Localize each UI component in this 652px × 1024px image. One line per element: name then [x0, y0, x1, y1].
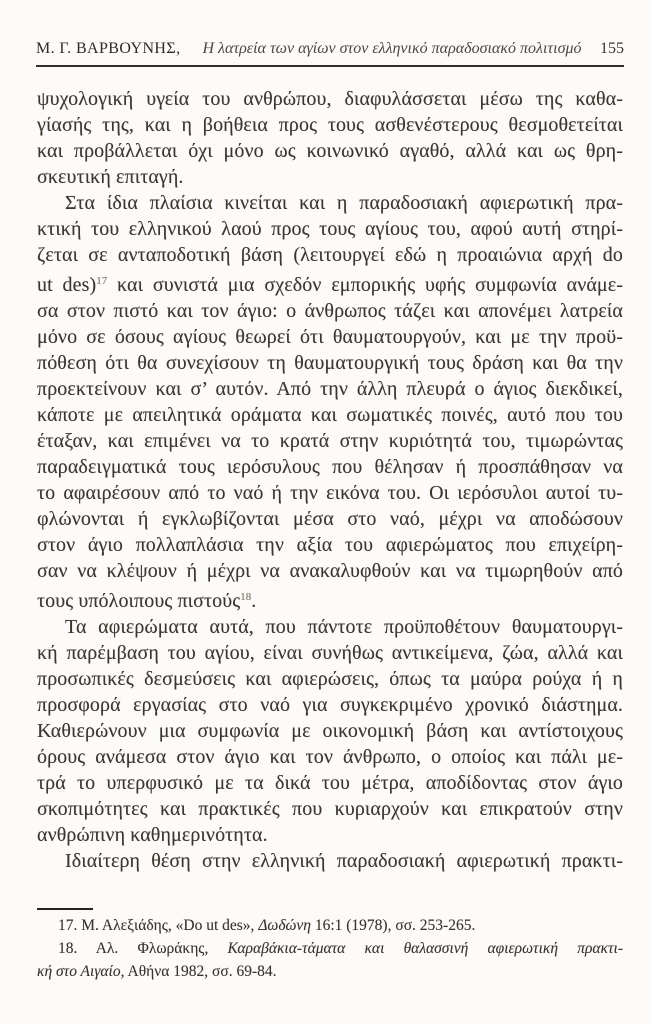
text-line: γίασής της, και η βοήθεια προς τους ασθενέστερους θεσμοθετείται	[37, 114, 623, 136]
body-paragraph	[37, 86, 623, 190]
running-header	[36, 40, 624, 67]
text-line: φλώνονται ή εγκλωβίζονται μέσα στο ναό, μέχρι να αποδώσουν	[37, 508, 623, 530]
text-line: έταξαν, και επιμένει να το κρατά στην κυριότητά του, τιμωρώντας	[37, 430, 623, 452]
text-segment: τους υπόλοιπους πιστούς	[37, 590, 241, 612]
footnote-line	[37, 937, 623, 960]
text-line	[37, 268, 623, 298]
text-line: προσωπικές δεσμεύσεις και αφιερώσεις, όπως τα μαύρα ρούχα ή η	[37, 668, 623, 690]
text-line: στον άγιο πολλαπλάσια την αξία του αφιερώματος που επιχείρη-	[37, 534, 623, 556]
text-segment: και συνιστά μια σχεδόν εμπορικής υφής συμφωνία ανάμε-	[107, 274, 623, 296]
text-line: κή παρέμβαση του αγίου, είναι συνήθως αντικείμενα, ζώα, αλλά και	[37, 642, 623, 664]
text-segment: 18. Αλ. Φλωράκης,	[58, 940, 228, 957]
header-book-title: Η λατρεία των αγίων στον ελληνικό παραδοσιακό πολιτισμό	[202, 40, 582, 57]
header-author: Μ. Γ. ΒΑΡΒΟΥΝΗΣ,	[36, 40, 181, 57]
text-segment: ut des)	[37, 274, 97, 296]
text-line: σα στον πιστό και τον άγιο: ο άνθρωπος τάζει και απονέμει λατρεία	[37, 300, 623, 322]
text-line: το αφαιρέσουν από το ναό ή την εικόνα του. Οι ιερόσυλοι αυτοί τυ-	[37, 482, 623, 504]
text-line: ζεται σε ανταποδοτική βάση (λειτουργεί εδώ η προαιώνια αρχή do	[37, 244, 623, 266]
journal-title: Δωδώνη	[258, 917, 311, 934]
footnote-17	[37, 914, 623, 937]
book-title: κή στο Αιγαίο	[37, 963, 121, 980]
text-segment: , Αθήνα 1982, σσ. 69-84.	[120, 963, 277, 980]
text-segment: .	[251, 590, 257, 612]
text-line: παραδειγματικά τους ιερόσυλους που θέλησαν ή προσπάθησαν να	[37, 456, 623, 478]
body-paragraph	[37, 848, 623, 874]
text-line: κάποτε με απειλητικά οράματα και σωματικές ποινές, αυτό που του	[37, 404, 623, 426]
text-segment: 17. Μ. Αλεξιάδης, «Do ut des»,	[58, 917, 259, 934]
text-line: και προβάλλεται όχι μόνο ως κοινωνικό αγαθό, αλλά και ως θρη-	[37, 140, 623, 162]
text-line: σαν να κλέψουν ή μέχρι να ανακαλυφθούν και να τιμωρηθούν από	[37, 560, 623, 582]
text-line: προεκτείνουν και σ’ αυτόν. Από την άλλη πλευρά ο άγιος διεκδικεί,	[37, 378, 623, 400]
text-line: σκοπιμότητες και πρακτικές που κυριαρχούν και επικρατούν στην	[37, 798, 623, 820]
text-line: μόνο σε όσους αγίους θεωρεί ότι θαυματουργούν, και με την προϋ-	[37, 326, 623, 348]
text-line	[37, 584, 623, 614]
body-paragraph	[37, 614, 623, 848]
footnote-ref-18: 18	[240, 591, 252, 603]
text-segment: 16:1 (1978), σσ. 253-265.	[310, 917, 476, 934]
footnote-18	[37, 937, 623, 983]
text-line: ψυχολογική υγεία του ανθρώπου, διαφυλάσσεται μέσω της καθα-	[37, 88, 623, 110]
text-line: Καθιερώνουν μια συμφωνία με οικονομική βάση και αντίστοιχους	[37, 720, 623, 742]
text-line: Ιδιαίτερη θέση στην ελληνική παραδοσιακή αφιερωτική πρακτι-	[65, 850, 623, 872]
text-line: τρά το υπερφυσικό με τα δικά του μέτρα, αποδίδοντας στον άγιο	[37, 772, 623, 794]
text-line: Στα ίδια πλαίσια κινείται και η παραδοσιακή αφιερωτική πρα-	[65, 192, 623, 214]
text-line: κτική του ελληνικού λαού προς τους αγίους του, αφού αυτή στηρί-	[37, 218, 623, 240]
text-line: ανθρώπινη καθημερινότητα.	[37, 824, 268, 846]
body-text-column	[37, 86, 623, 874]
text-line: προσφορά εργασίας στο ναό για συγκεκριμένο χρονικό διάστημα.	[37, 694, 623, 716]
book-title: Καραβάκια-τάματα και θαλασσινή αφιερωτική πρακτι-	[227, 940, 624, 957]
text-line: όρους ανάμεσα στον άγιο και τον άνθρωπο, ο οποίος και πάλι με-	[37, 746, 623, 768]
footnote-separator-rule	[37, 908, 93, 910]
text-line: Τα αφιερώματα αυτά, που πάντοτε προϋποθέτουν θαυματουργι-	[65, 616, 623, 638]
footnote-line	[37, 960, 623, 983]
text-line: σκευτική επιταγή.	[37, 166, 184, 188]
header-page-number: 155	[600, 40, 624, 57]
footnotes-section	[37, 914, 623, 983]
text-line: πόθεση ότι θα συνεχίσουν τη θαυματουργική τους δράση και θα την	[37, 352, 623, 374]
footnote-ref-17: 17	[96, 275, 108, 287]
body-paragraph	[37, 190, 623, 614]
